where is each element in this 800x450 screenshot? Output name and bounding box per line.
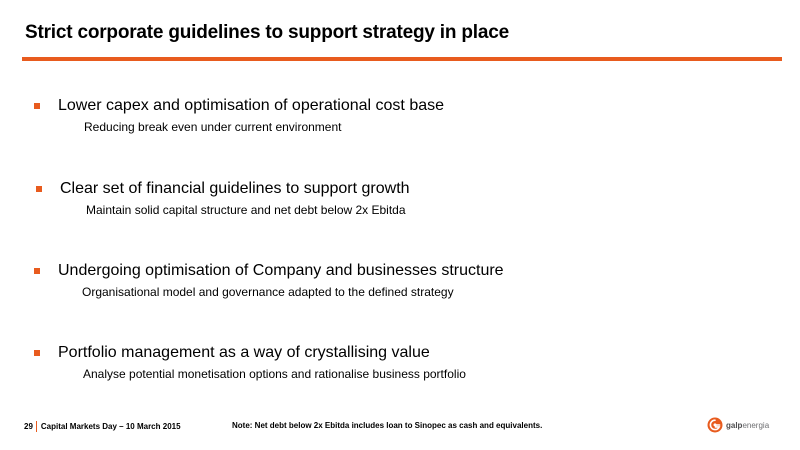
slide-title: Strict corporate guidelines to support strategy in place [25,22,509,43]
bullet-item [34,262,734,299]
footnote: Note: Net debt below 2x Ebitda includes loan to Sinopec as cash and equivalents. [232,421,543,430]
galp-logo-icon [707,417,723,433]
footer-event: Capital Markets Day – 10 March 2015 [40,422,181,431]
bullet-square-icon [34,350,40,356]
bullet-main-text: Portfolio management as a way of crystallising value [58,344,430,361]
bullet-sub-text: Maintain solid capital structure and net debt below 2x Ebitda [86,203,406,217]
company-logo [707,417,769,433]
logo-brand: galp [726,420,743,430]
bullet-sub-text: Analyse potential monetisation options and rationalise business portfolio [83,367,466,381]
page-number: 29 [24,422,33,431]
bullet-square-icon [34,268,40,274]
footer-left [24,421,181,432]
footer-separator [36,421,37,432]
bullet-sub-text: Reducing break even under current environment [84,120,342,134]
bullet-square-icon [36,186,42,192]
bullet-square-icon [34,103,40,109]
bullet-item [34,180,734,217]
bullet-main-text: Undergoing optimisation of Company and businesses structure [58,262,504,279]
bullet-item [34,97,734,134]
bullet-main-text: Clear set of financial guidelines to support growth [60,180,410,197]
bullet-main-text: Lower capex and optimisation of operational cost base [58,97,445,114]
bullet-item [34,344,734,381]
title-underline [22,57,782,61]
bullet-sub-text: Organisational model and governance adapted to the defined strategy [82,285,454,299]
logo-suffix: energia [742,420,770,430]
